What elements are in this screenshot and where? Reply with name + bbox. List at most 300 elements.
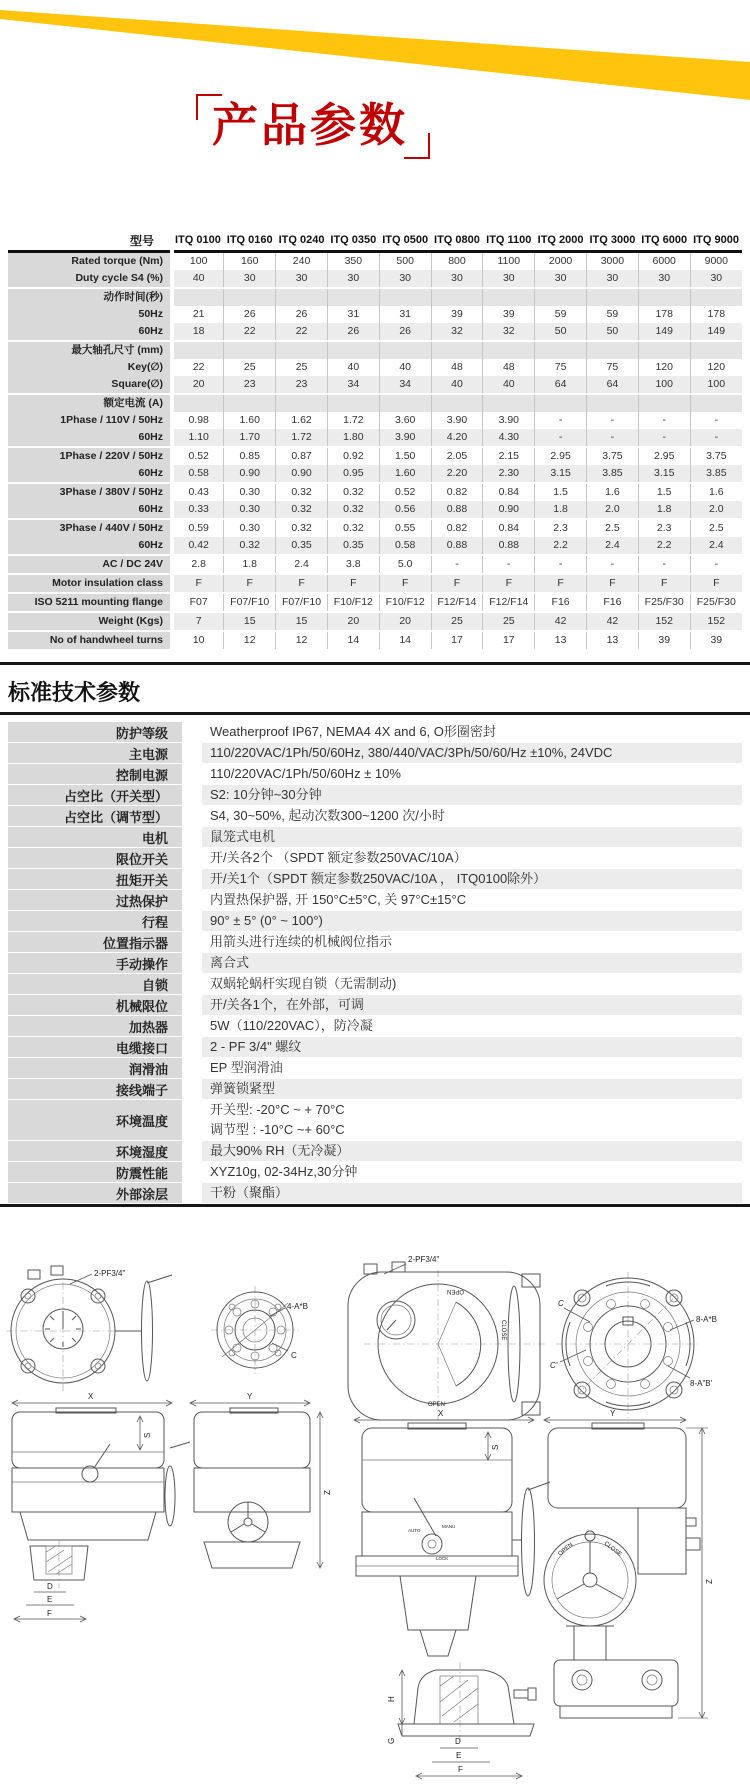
spec-row: [8, 593, 742, 612]
port-label: 2-PF3/4": [94, 1269, 126, 1278]
tech-row-label: 环境温度: [8, 1100, 192, 1141]
tech-row: [8, 785, 742, 806]
tech-row-value: [192, 974, 742, 995]
spec-cell: -: [638, 555, 690, 574]
spec-cell: 2.05: [431, 447, 483, 465]
spec-cell: 149: [638, 323, 690, 341]
tech-value-line: 内置热保护器, 开 150°C±5°C, 关 97°C±15°C: [210, 892, 467, 907]
spec-cell: F: [431, 574, 483, 593]
spec-cell: [587, 288, 639, 306]
spec-cell: 39: [638, 631, 690, 649]
tech-table-body: [8, 722, 742, 1204]
section2-title: 标准技术参数: [8, 680, 141, 705]
dim-x-label: X: [438, 1409, 444, 1418]
spec-cell: 20: [172, 376, 224, 394]
spec-cell: 34: [379, 376, 431, 394]
spec-cell: -: [431, 555, 483, 574]
spec-row-label: 1Phase / 110V / 50Hz: [8, 412, 172, 429]
spec-cell: [638, 288, 690, 306]
spec-cell: 160: [224, 252, 276, 271]
spec-cell: [535, 341, 587, 359]
spec-cell: 14: [379, 631, 431, 649]
spec-row: [8, 376, 742, 394]
tech-row: [8, 869, 742, 890]
dim-s-label: S: [491, 1444, 500, 1450]
spec-cell: 178: [638, 306, 690, 323]
tech-value-line: 双蜗轮蜗杆实现自锁（无需制动): [210, 976, 397, 991]
dim-e-label: E: [47, 1595, 53, 1604]
yellow-ribbon: [0, 0, 750, 110]
spec-cell: 1.6: [587, 483, 639, 501]
spec-cell: 14: [327, 631, 379, 649]
large-front-view: [354, 1409, 550, 1656]
spec-cell: -: [638, 429, 690, 447]
spec-cell: [327, 341, 379, 359]
spec-cell: 0.90: [483, 501, 535, 519]
tech-value-line: 用箭头进行连续的机械阀位指示: [210, 934, 393, 949]
spec-cell: [638, 394, 690, 412]
spec-cell: [690, 341, 742, 359]
spec-cell: 31: [327, 306, 379, 323]
spec-row-label: AC / DC 24V: [8, 555, 172, 574]
spec-row: [8, 519, 742, 537]
spec-cell: F12/F14: [483, 593, 535, 612]
close-label: CLOSE: [500, 1320, 506, 1341]
spec-cell: [327, 288, 379, 306]
spec-cell: 21: [192, 308, 205, 321]
spec-cell: 39: [431, 306, 483, 323]
tech-row-value: [192, 1058, 742, 1079]
tech-row: [8, 953, 742, 974]
spec-cell: 0.98: [188, 414, 209, 427]
tech-value-line: 开关型: -20°C ~ + 70°C: [210, 1102, 345, 1117]
spec-cell: -: [638, 412, 690, 429]
spec-cell: 42: [535, 612, 587, 631]
tech-value-line: 干粉（聚酯）: [210, 1185, 289, 1200]
spec-cell: 1.8: [535, 501, 587, 519]
spec-cell: 100: [189, 255, 208, 268]
spec-cell: 3.75: [690, 447, 742, 465]
spec-cell: 152: [638, 612, 690, 631]
spec-cell: 0.82: [431, 483, 483, 501]
spec-cell: 0.82: [431, 519, 483, 537]
tech-row-label: 电缆接口: [8, 1037, 192, 1058]
spec-cell: 30: [483, 270, 535, 288]
tech-row-label: 控制电源: [8, 764, 192, 785]
tech-row: [8, 932, 742, 953]
spec-cell: 6000: [638, 252, 690, 271]
flange-bolt-label: 4-A*B: [287, 1302, 308, 1311]
large-bottom-detail: [387, 1662, 536, 1779]
tech-row-value: [192, 911, 742, 932]
tech-row-value: [192, 806, 742, 827]
spec-cell: 3.15: [638, 465, 690, 483]
spec-cell: F16: [587, 593, 639, 612]
model-header: ITQ 0350: [327, 230, 379, 252]
spec-cell: 2000: [535, 252, 587, 271]
spec-cell: 0.32: [276, 519, 328, 537]
tech-row-label: 润滑油: [8, 1058, 192, 1079]
spec-cell: 1.50: [379, 447, 431, 465]
tech-value-line: 90° ± 5° (0° ~ 100°): [210, 913, 323, 928]
tech-row-value: [192, 890, 742, 911]
tech-row: [8, 974, 742, 995]
lever-auto-label: AUTO: [408, 1528, 421, 1533]
spec-cell: 25: [483, 612, 535, 631]
spec-cell: 3.90: [483, 412, 535, 429]
tech-row-value: [192, 1183, 742, 1204]
dim-z-label: Z: [323, 1490, 332, 1495]
spec-row-label: ISO 5211 mounting flange: [8, 593, 172, 612]
model-header: ITQ 0240: [276, 230, 328, 252]
spec-cell: F: [276, 574, 328, 593]
spec-table-head-row: [8, 230, 742, 252]
spec-cell: 0.52: [172, 447, 224, 465]
page-title-block: [212, 100, 408, 151]
spec-cell: [379, 394, 431, 412]
tech-row-label: 手动操作: [8, 953, 192, 974]
spec-cell: 0.43: [172, 483, 224, 501]
bracket-top-left-icon: [196, 94, 222, 120]
dimension-drawings: [0, 1210, 750, 1792]
spec-cell: -: [690, 429, 742, 447]
tech-row: [8, 1141, 742, 1162]
spec-row-label: Square(∅): [8, 376, 172, 394]
tech-value-line: 2 - PF 3/4" 螺纹: [210, 1039, 302, 1054]
tech-row-label: 防震性能: [8, 1162, 192, 1183]
spec-cell: 30: [276, 270, 328, 288]
spec-cell: [587, 341, 639, 359]
tech-value-line: 鼠笼式电机: [210, 829, 276, 844]
spec-cell: 0.35: [276, 537, 328, 555]
spec-cell: -: [587, 412, 639, 429]
spec-cell: 1.60: [379, 465, 431, 483]
spec-cell: 2.15: [483, 447, 535, 465]
spec-cell: 2.0: [690, 501, 742, 519]
tech-row-value: [192, 1162, 742, 1183]
spec-cell: 0.88: [431, 537, 483, 555]
spec-cell: 0.56: [379, 501, 431, 519]
divider-rule: [0, 1204, 750, 1207]
spec-cell: F: [379, 574, 431, 593]
spec-cell: 59: [535, 306, 587, 323]
tech-row-value: [192, 1037, 742, 1058]
spec-cell: 10: [172, 631, 224, 649]
tech-row: [8, 764, 742, 785]
dim-h-label: H: [387, 1696, 396, 1702]
spec-cell: -: [535, 555, 587, 574]
tech-row-label: 自锁: [8, 974, 192, 995]
tech-row: [8, 890, 742, 911]
spec-cell: 1.80: [327, 429, 379, 447]
spec-cell: 22: [192, 361, 205, 374]
spec-cell: 1100: [483, 252, 535, 271]
spec-row: [8, 631, 742, 649]
spec-cell: 30: [327, 270, 379, 288]
tech-row-value: [192, 848, 742, 869]
spec-cell: [172, 341, 224, 359]
dim-s-label: S: [143, 1432, 152, 1438]
drawing-large-actuator: [338, 1210, 750, 1792]
spec-row: [8, 394, 742, 412]
tech-row: [8, 722, 742, 743]
small-flange-view: [211, 1286, 308, 1374]
spec-row: [8, 341, 742, 359]
spec-cell: 500: [379, 252, 431, 271]
spec-cell: 0.32: [276, 483, 328, 501]
spec-cell: 149: [690, 323, 742, 341]
model-header: ITQ 9000: [690, 230, 742, 252]
spec-cell: 2.2: [638, 537, 690, 555]
spec-cell: 2.4: [587, 537, 639, 555]
spec-cell: 178: [690, 306, 742, 323]
spec-row-label: Key(∅): [8, 359, 172, 376]
spec-cell: 30: [690, 270, 742, 288]
spec-row-label: 60Hz: [8, 537, 172, 555]
spec-cell: [379, 341, 431, 359]
tech-row-value: [192, 869, 742, 890]
tech-row-value: [192, 827, 742, 848]
spec-cell: 30: [379, 270, 431, 288]
spec-cell: 20: [379, 612, 431, 631]
spec-cell: 40: [172, 270, 224, 288]
spec-cell: 3.90: [431, 412, 483, 429]
spec-cell: 0.35: [327, 537, 379, 555]
spec-cell: F: [483, 574, 535, 593]
spec-cell: 3.90: [379, 429, 431, 447]
spec-row: [8, 501, 742, 519]
spec-cell: 1.70: [224, 429, 276, 447]
spec-row: [8, 537, 742, 555]
flange-c-label: C: [558, 1299, 564, 1308]
spec-cell: 39: [483, 306, 535, 323]
tech-value-line: 开/关1个（SPDT 额定参数250VAC/10A ， ITQ0100除外）: [210, 871, 547, 886]
close-label: CLOSE: [602, 1540, 623, 1559]
spec-cell: F: [535, 574, 587, 593]
spec-cell: 0.30: [224, 501, 276, 519]
tech-row-value: [192, 1016, 742, 1037]
spec-cell: 3.85: [690, 465, 742, 483]
tech-row-value: [192, 764, 742, 785]
spec-cell: 5.0: [379, 555, 431, 574]
spec-row-label: 60Hz: [8, 501, 172, 519]
tech-row-value: [192, 1079, 742, 1100]
spec-row: [8, 412, 742, 429]
spec-row-label: 60Hz: [8, 429, 172, 447]
spec-cell: 64: [535, 376, 587, 394]
spec-cell: -: [483, 555, 535, 574]
divider-rule: [0, 662, 750, 665]
spec-cell: 1.60: [224, 412, 276, 429]
spec-cell: 3.75: [587, 447, 639, 465]
tech-row: [8, 995, 742, 1016]
spec-cell: 0.92: [327, 447, 379, 465]
tech-row-value: [192, 995, 742, 1016]
spec-cell: 26: [276, 306, 328, 323]
spec-cell: 0.87: [276, 447, 328, 465]
tech-row-value: [192, 1100, 742, 1141]
spec-row: [8, 429, 742, 447]
spec-row: [8, 555, 742, 574]
large-flange-view: [550, 1272, 717, 1418]
model-header-label: 型号: [8, 230, 172, 252]
spec-row-label: Motor insulation class: [8, 574, 172, 593]
tech-row: [8, 1016, 742, 1037]
tech-value-line: 最大90% RH（无冷凝）: [210, 1143, 350, 1158]
spec-cell: 0.58: [379, 537, 431, 555]
spec-table: [8, 230, 742, 649]
spec-row-label: 60Hz: [8, 465, 172, 483]
spec-cell: F: [224, 574, 276, 593]
tech-row: [8, 1079, 742, 1100]
spec-cell: 22: [276, 323, 328, 341]
tech-value-line: 5W（110/220VAC），防冷凝: [210, 1018, 373, 1033]
spec-cell: 30: [224, 270, 276, 288]
lever-lock-label: LOCK: [436, 1556, 449, 1561]
spec-cell: 32: [431, 323, 483, 341]
dim-f-label: F: [458, 1765, 463, 1774]
spec-cell: 2.8: [172, 555, 224, 574]
spec-row: [8, 323, 742, 341]
tech-row-label: 主电源: [8, 743, 192, 764]
spec-cell: [276, 341, 328, 359]
dim-d-label: D: [455, 1737, 461, 1746]
spec-cell: 39: [690, 631, 742, 649]
spec-cell: F10/F12: [379, 593, 431, 612]
spec-row-label: 50Hz: [8, 306, 172, 323]
spec-row-label: Duty cycle S4 (%): [8, 270, 172, 288]
spec-cell: [276, 288, 328, 306]
spec-cell: 0.58: [172, 465, 224, 483]
spec-cell: 20: [327, 612, 379, 631]
spec-row-label: No of handwheel turns: [8, 631, 172, 649]
spec-cell: 120: [690, 359, 742, 376]
model-header: ITQ 0500: [379, 230, 431, 252]
spec-cell: 0.95: [327, 465, 379, 483]
spec-cell: 25: [224, 359, 276, 376]
model-header: ITQ 0800: [431, 230, 483, 252]
port-label: 2-PF3/4": [408, 1255, 440, 1264]
spec-cell: 17: [483, 631, 535, 649]
page-title: 产品参数: [212, 99, 408, 151]
spec-cell: 2.5: [690, 519, 742, 537]
spec-cell: 1.72: [276, 429, 328, 447]
spec-row: [8, 483, 742, 501]
dim-d-label: D: [47, 1582, 53, 1591]
spec-cell: 2.20: [431, 465, 483, 483]
spec-cell: 7: [172, 612, 224, 631]
spec-cell: 25: [276, 359, 328, 376]
spec-row: [8, 252, 742, 271]
divider-rule: [0, 712, 750, 715]
bracket-bottom-right-icon: [404, 133, 430, 159]
tech-row: [8, 1037, 742, 1058]
tech-row-label: 外部涂层: [8, 1183, 192, 1204]
tech-table: [8, 722, 742, 1204]
spec-cell: 0.88: [483, 537, 535, 555]
tech-row-label: 机械限位: [8, 995, 192, 1016]
spec-cell: 2.95: [638, 447, 690, 465]
spec-cell: 0.30: [224, 483, 276, 501]
dim-y-label: Y: [247, 1392, 253, 1401]
spec-cell: 1.6: [690, 483, 742, 501]
spec-row: [8, 270, 742, 288]
spec-cell: 13: [535, 631, 587, 649]
large-side-view: [544, 1409, 714, 1718]
spec-cell: 1.72: [327, 412, 379, 429]
spec-row-label: Weight (Kgs): [8, 612, 172, 631]
model-header: ITQ 2000: [535, 230, 587, 252]
tech-value-line: 开/关各2个 （SPDT 额定参数250VAC/10A）: [210, 850, 467, 865]
lever-manu-label: MANU: [442, 1524, 456, 1529]
tech-row-label: 占空比（调节型）: [8, 806, 192, 827]
small-top-view: [6, 1266, 172, 1394]
open-label: OPEN: [557, 1541, 575, 1558]
spec-cell: 40: [379, 359, 431, 376]
tech-value-line: 110/220VAC/1Ph/50/60Hz ± 10%: [210, 766, 401, 781]
spec-cell: 3.8: [327, 555, 379, 574]
spec-cell: 1.10: [172, 429, 224, 447]
spec-row-label: 3Phase / 440V / 50Hz: [8, 519, 172, 537]
spec-cell: F16: [535, 593, 587, 612]
spec-row-label: 最大轴孔尺寸 (mm): [8, 341, 172, 359]
dim-x-label: X: [88, 1392, 94, 1401]
spec-cell: 15: [224, 612, 276, 631]
spec-cell: 2.3: [638, 519, 690, 537]
spec-cell: 23: [224, 376, 276, 394]
spec-row-label: 60Hz: [8, 323, 172, 341]
tech-row-label: 电机: [8, 827, 192, 848]
spec-cell: F07/F10: [224, 593, 276, 612]
spec-cell: 12: [276, 631, 328, 649]
spec-row: [8, 288, 742, 306]
spec-cell: -: [535, 429, 587, 447]
tech-row-label: 环境湿度: [8, 1141, 192, 1162]
spec-cell: 0.32: [327, 501, 379, 519]
spec-cell: 48: [483, 359, 535, 376]
tech-row-label: 接线端子: [8, 1079, 192, 1100]
spec-cell: 3.15: [535, 465, 587, 483]
spec-row: [8, 574, 742, 593]
spec-row-label: 1Phase / 220V / 50Hz: [8, 447, 172, 465]
spec-cell: 120: [638, 359, 690, 376]
spec-row: [8, 447, 742, 465]
spec-cell: 2.0: [587, 501, 639, 519]
spec-cell: 800: [431, 252, 483, 271]
spec-cell: 0.42: [172, 537, 224, 555]
tech-value-line: 开/关各1个，在外部，可调: [210, 997, 364, 1012]
spec-cell: F10/F12: [327, 593, 379, 612]
tech-row: [8, 806, 742, 827]
tech-value-line: XYZ10g, 02-34Hz,30分钟: [210, 1164, 358, 1179]
large-top-view: [348, 1255, 546, 1420]
small-side-view: [190, 1392, 332, 1568]
spec-cell: 30: [431, 270, 483, 288]
spec-cell: [690, 394, 742, 412]
spec-cell: [224, 394, 276, 412]
spec-cell: 0.90: [224, 465, 276, 483]
spec-cell: F: [638, 574, 690, 593]
spec-cell: F25/F30: [638, 593, 690, 612]
model-header: ITQ 0160: [224, 230, 276, 252]
tech-row-value: [192, 722, 742, 743]
tech-row: [8, 1162, 742, 1183]
tech-row: [8, 911, 742, 932]
tech-row-label: 过热保护: [8, 890, 192, 911]
spec-cell: 4.20: [431, 429, 483, 447]
spec-cell: [638, 341, 690, 359]
spec-cell: 26: [224, 306, 276, 323]
